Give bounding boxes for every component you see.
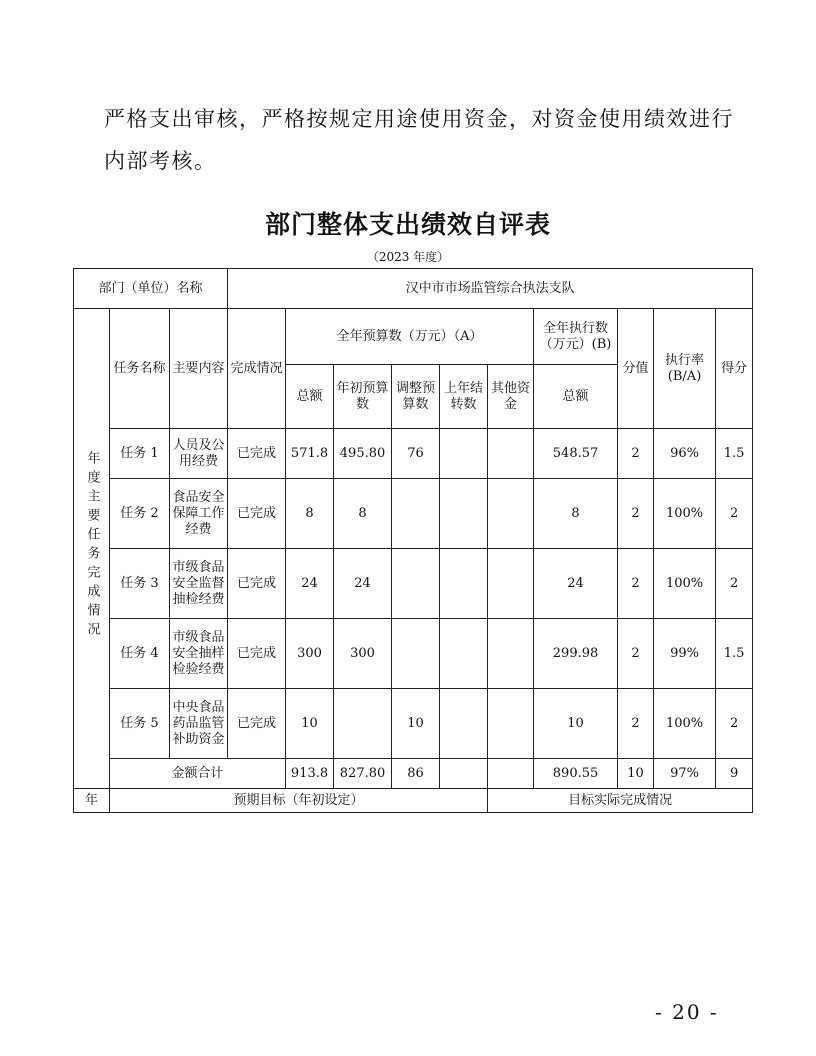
performance-table: [73, 268, 753, 813]
header-budget-total: 总额: [286, 365, 334, 429]
task-status: 已完成: [228, 479, 286, 549]
task-score: 2: [716, 689, 753, 759]
task-budget-total: 8: [286, 479, 334, 549]
totals-score: 9: [716, 759, 753, 789]
table-subtitle: （2023 年度）: [366, 250, 450, 264]
header-main-content: 主要内容: [170, 309, 228, 429]
header-exec-group: 全年执行数（万元）(B): [534, 309, 618, 365]
dept-label: 部门（单位）名称: [74, 269, 228, 309]
totals-exec-total: 890.55: [534, 759, 618, 789]
header-carryover: 上年结转数: [440, 365, 488, 429]
page-number: - 20 -: [655, 1000, 719, 1024]
task-initial-budget: 495.80: [334, 429, 392, 479]
table-row: [74, 619, 753, 689]
task-budget-total: 10: [286, 689, 334, 759]
task-status: 已完成: [228, 619, 286, 689]
task-score: 2: [716, 549, 753, 619]
table-row: [74, 479, 753, 549]
totals-other-funds: [488, 759, 534, 789]
header-exec-total: 总额: [534, 365, 618, 429]
table-title: 部门整体支出绩效自评表: [264, 210, 551, 239]
totals-initial-budget: 827.80: [334, 759, 392, 789]
task-name: 任务 3: [110, 549, 170, 619]
header-points: 分值: [618, 309, 654, 429]
task-exec-rate: 100%: [654, 689, 716, 759]
task-content: 食品安全保障工作经费: [170, 479, 228, 549]
task-carryover: [440, 619, 488, 689]
table-row: [74, 429, 753, 479]
header-adjusted-budget: 调整预算数: [392, 365, 440, 429]
task-exec-rate: 99%: [654, 619, 716, 689]
task-points: 2: [618, 619, 654, 689]
totals-points: 10: [618, 759, 654, 789]
dept-name: 汉中市市场监管综合执法支队: [228, 269, 753, 309]
actual-goal-header: 目标实际完成情况: [488, 789, 753, 813]
task-points: 2: [618, 689, 654, 759]
header-initial-budget: 年初预算数: [334, 365, 392, 429]
task-other-funds: [488, 549, 534, 619]
header-other-funds: 其他资金: [488, 365, 534, 429]
intro-paragraph: 严格支出审核，严格按规定用途使用资金，对资金使用绩效进行内部考核。: [104, 107, 734, 173]
task-exec-total: 8: [534, 479, 618, 549]
task-content: 中央食品药品监管补助资金: [170, 689, 228, 759]
task-carryover: [440, 549, 488, 619]
header-task-name: 任务名称: [110, 309, 170, 429]
totals-budget-total: 913.8: [286, 759, 334, 789]
task-status: 已完成: [228, 429, 286, 479]
table-row: [74, 549, 753, 619]
goal-side-label: 年: [74, 789, 110, 813]
task-carryover: [440, 479, 488, 549]
task-exec-rate: 100%: [654, 479, 716, 549]
task-carryover: [440, 689, 488, 759]
header-row-1: [74, 309, 753, 365]
task-exec-rate: 100%: [654, 549, 716, 619]
task-content: 市级食品安全抽样检验经费: [170, 619, 228, 689]
task-adjusted-budget: 10: [392, 689, 440, 759]
dept-row: [74, 269, 753, 309]
totals-label: 金额合计: [110, 759, 286, 789]
header-score: 得分: [716, 309, 753, 429]
task-exec-total: 299.98: [534, 619, 618, 689]
totals-carryover: [440, 759, 488, 789]
task-budget-total: 24: [286, 549, 334, 619]
header-exec-rate: 执行率(B/A): [654, 309, 716, 429]
task-points: 2: [618, 549, 654, 619]
task-initial-budget: 8: [334, 479, 392, 549]
task-initial-budget: [334, 689, 392, 759]
task-other-funds: [488, 479, 534, 549]
task-initial-budget: 300: [334, 619, 392, 689]
header-budget-group: 全年预算数（万元）（A）: [286, 309, 534, 365]
task-exec-total: 10: [534, 689, 618, 759]
task-exec-total: 548.57: [534, 429, 618, 479]
task-budget-total: 300: [286, 619, 334, 689]
task-content: 人员及公用经费: [170, 429, 228, 479]
table-row: [74, 689, 753, 759]
task-other-funds: [488, 619, 534, 689]
task-name: 任务 1: [110, 429, 170, 479]
task-name: 任务 5: [110, 689, 170, 759]
totals-exec-rate: 97%: [654, 759, 716, 789]
task-budget-total: 571.8: [286, 429, 334, 479]
task-other-funds: [488, 429, 534, 479]
expected-goal-header: 预期目标（年初设定）: [110, 789, 488, 813]
task-score: 1.5: [716, 429, 753, 479]
totals-row: [74, 759, 753, 789]
task-status: 已完成: [228, 549, 286, 619]
side-label-text: 年度主要任务完成情况: [84, 451, 100, 641]
task-exec-total: 24: [534, 549, 618, 619]
task-initial-budget: 24: [334, 549, 392, 619]
header-completion: 完成情况: [228, 309, 286, 429]
task-adjusted-budget: 76: [392, 429, 440, 479]
task-score: 2: [716, 479, 753, 549]
task-points: 2: [618, 479, 654, 549]
task-adjusted-budget: [392, 619, 440, 689]
task-points: 2: [618, 429, 654, 479]
task-score: 1.5: [716, 619, 753, 689]
task-carryover: [440, 429, 488, 479]
task-name: 任务 4: [110, 619, 170, 689]
task-content: 市级食品安全监督抽检经费: [170, 549, 228, 619]
task-exec-rate: 96%: [654, 429, 716, 479]
task-name: 任务 2: [110, 479, 170, 549]
task-adjusted-budget: [392, 549, 440, 619]
task-other-funds: [488, 689, 534, 759]
task-status: 已完成: [228, 689, 286, 759]
task-adjusted-budget: [392, 479, 440, 549]
goal-header-row: [74, 789, 753, 813]
totals-adjusted-budget: 86: [392, 759, 440, 789]
side-label: [74, 309, 110, 789]
